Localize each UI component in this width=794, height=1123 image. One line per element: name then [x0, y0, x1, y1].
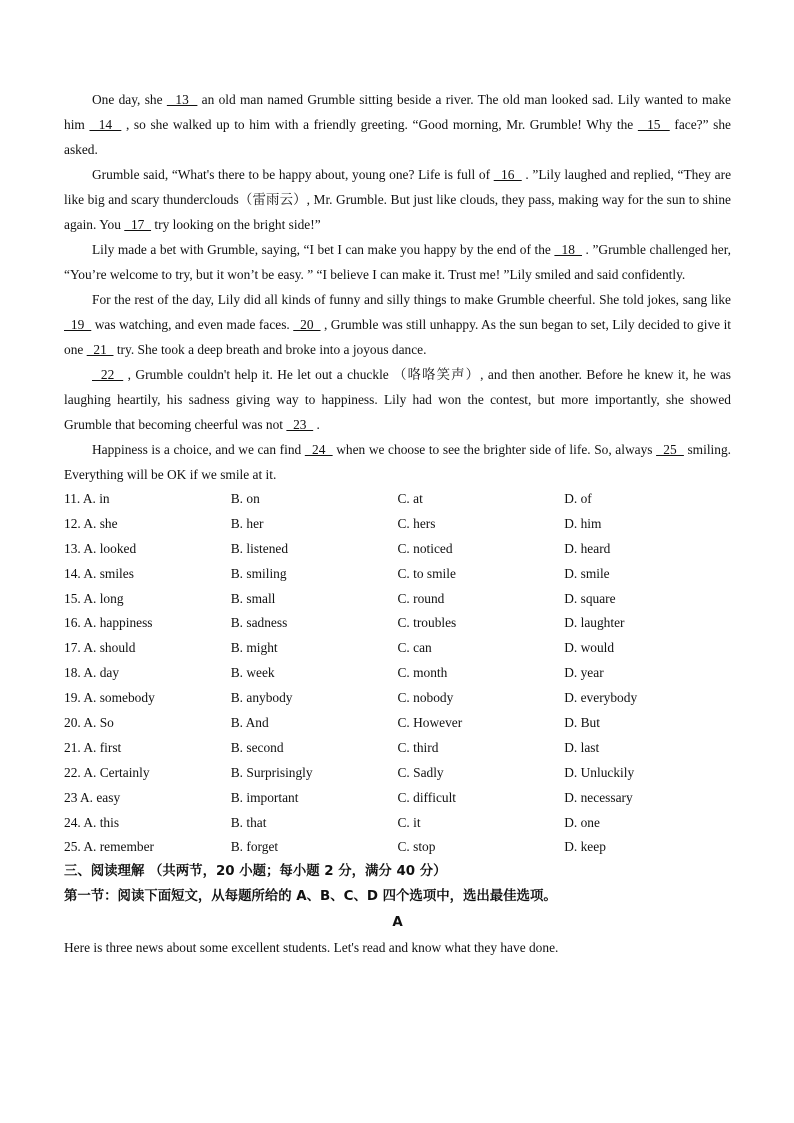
blank-number: 13 — [166, 92, 198, 107]
option-choice: D. last — [564, 739, 600, 755]
option-row — [64, 711, 731, 736]
option-choice: 21. A. first — [64, 739, 122, 755]
option-choice: B. listened — [230, 540, 289, 556]
option-choice: D. would — [564, 640, 615, 656]
option-choice: B. might — [230, 640, 278, 656]
answer-options — [64, 487, 731, 860]
option-choice: D. smile — [564, 565, 610, 581]
option-row — [64, 537, 731, 562]
passage-paragraph-6: Happiness is a choice, and we can find 24 when we choose to see the brighter side of life. So, always 25 smiling. Everything will be OK if we smile at it. — [64, 442, 731, 482]
option-choice: B. week — [230, 665, 275, 681]
option-choice: 20. A. So — [64, 715, 114, 731]
option-choice: C. noticed — [397, 540, 453, 556]
option-choice: C. difficult — [397, 789, 457, 805]
option-choice: C. Sadly — [397, 764, 444, 780]
option-choice: D. year — [564, 665, 604, 681]
blank-number: 21 — [86, 342, 114, 357]
section-title: 三、阅读理解 （共两节，20 小题；每小题 2 分，满分 40 分） — [64, 864, 447, 880]
reading-intro: Here is three news about some excellent students. Let's read and know what they have done. — [64, 939, 559, 955]
option-choice: 25. A. remember — [64, 839, 154, 855]
option-choice: D. one — [564, 814, 600, 830]
option-row — [64, 811, 731, 836]
passage-paragraph-4: For the rest of the day, Lily did all kinds of funny and silly things to make Grumble cheerful. She told jokes, sang like 19 was watching, and even made faces. 20 , Grumble was still unhappy. As the sun began to set, Lily decided to give it one 21 try. She took a deep breath and broke into a joyous dance. — [64, 292, 732, 357]
option-choice: 16. A. happiness — [64, 615, 153, 631]
option-row — [64, 587, 731, 612]
option-choice: B. second — [230, 739, 284, 755]
cloze-passage — [64, 87, 731, 487]
option-choice: 13. A. looked — [64, 540, 137, 556]
option-choice: D. everybody — [564, 690, 638, 706]
option-choice: D. laughter — [564, 615, 625, 631]
blank-number: 24 — [304, 442, 333, 457]
option-choice: B. small — [230, 590, 276, 606]
option-row — [64, 761, 731, 786]
option-row — [64, 661, 731, 686]
option-choice: 23 A. easy — [64, 789, 121, 805]
option-row — [64, 487, 731, 512]
option-choice: C. round — [397, 590, 445, 606]
passage-paragraph-3: Lily made a bet with Grumble, saying, “I bet I can make you happy by the end of the 18 . ”Grumble challenged her, “You’re welcome to try, but it won’t be easy. ” “I believe I can make it. Trust me! ”Lily smiled and said confidently. — [64, 242, 732, 282]
option-choice: B. that — [230, 814, 267, 830]
option-choice: D. square — [564, 590, 616, 606]
option-choice: B. And — [230, 715, 269, 731]
option-row — [64, 636, 731, 661]
option-choice: 19. A. somebody — [64, 690, 155, 706]
option-choice: C. stop — [397, 839, 436, 855]
section-instruction: 第一节：阅读下面短文，从每题所给的 A、B、C、D 四个选项中，选出最佳选项。 — [64, 889, 557, 905]
option-choice: D. him — [564, 515, 602, 531]
option-choice: C. can — [397, 640, 432, 656]
option-choice: 22. A. Certainly — [64, 764, 150, 780]
option-choice: D. of — [564, 491, 592, 506]
option-choice: 11. A. in — [64, 491, 110, 506]
option-row — [64, 562, 731, 587]
option-choice: 18. A. day — [64, 665, 120, 681]
option-choice: 24. A. this — [64, 814, 120, 830]
blank-number: 22 — [92, 367, 124, 382]
option-choice: D. necessary — [564, 789, 633, 805]
option-choice: C. to smile — [397, 565, 456, 581]
blank-number: 23 — [286, 417, 314, 432]
passage-label: A — [392, 914, 403, 930]
option-choice: 15. A. long — [64, 590, 124, 606]
blank-number: 14 — [89, 117, 122, 132]
blank-number: 15 — [637, 117, 670, 132]
option-choice: C. hers — [397, 515, 436, 531]
blank-number: 17 — [124, 217, 152, 232]
option-choice: C. nobody — [397, 690, 454, 706]
option-choice: D. Unluckily — [564, 764, 635, 780]
passage-paragraph-2: Grumble said, “What's there to be happy about, young one? Life is full of 16 . ”Lily laughed and replied, “They are like big and scary thunderclouds（雷雨云）, Mr. Grumble. But just like clouds, they pass, making way for the sun to shine again. You 17 try looking on the bright side!” — [64, 167, 732, 232]
blank-number: 25 — [656, 442, 684, 457]
option-choice: B. anybody — [230, 690, 293, 706]
option-choice: D. But — [564, 715, 600, 731]
option-choice: 12. A. she — [64, 515, 118, 531]
option-row — [64, 686, 731, 711]
option-row — [64, 611, 731, 636]
option-row — [64, 512, 731, 537]
option-choice: C. month — [397, 665, 448, 681]
option-choice: C. third — [397, 739, 439, 755]
blank-number: 18 — [554, 242, 582, 257]
option-choice: 17. A. should — [64, 640, 136, 656]
option-choice: 14. A. smiles — [64, 565, 134, 581]
option-choice: B. Surprisingly — [230, 764, 313, 780]
exam-page — [64, 87, 731, 960]
option-choice: B. important — [230, 789, 299, 805]
option-choice: D. keep — [564, 839, 606, 855]
passage-paragraph-5: 22 , Grumble couldn't help it. He let out a chuckle （咯咯笑声）, and then another. Before he knew it, he was laughing heartily, his sadness giving way to happiness. Lily had won the contest, but more importantly, she showed Grumble that becoming cheerful was not 23 . — [64, 367, 731, 432]
option-row — [64, 835, 731, 860]
option-choice: B. on — [230, 491, 260, 506]
blank-number: 16 — [493, 167, 522, 182]
passage-paragraph-1: One day, she 13 an old man named Grumble sitting beside a river. The old man looked sad. Lily wanted to make him 14 , so she walked up to him with a friendly greeting. “Good morning, Mr. Grumble! Why the 15 face?” she asked. — [64, 92, 731, 157]
blank-number: 20 — [293, 317, 321, 332]
option-choice: C. at — [397, 491, 423, 506]
blank-number: 19 — [64, 317, 92, 332]
option-choice: C. However — [397, 715, 463, 731]
option-choice: D. heard — [564, 540, 611, 556]
option-row — [64, 736, 731, 761]
option-choice: B. her — [230, 515, 264, 531]
option-choice: B. smiling — [230, 565, 287, 581]
option-choice: C. troubles — [397, 615, 457, 631]
option-choice: B. forget — [230, 839, 279, 855]
option-choice: C. it — [397, 814, 421, 830]
option-row — [64, 786, 731, 811]
option-choice: B. sadness — [230, 615, 288, 631]
